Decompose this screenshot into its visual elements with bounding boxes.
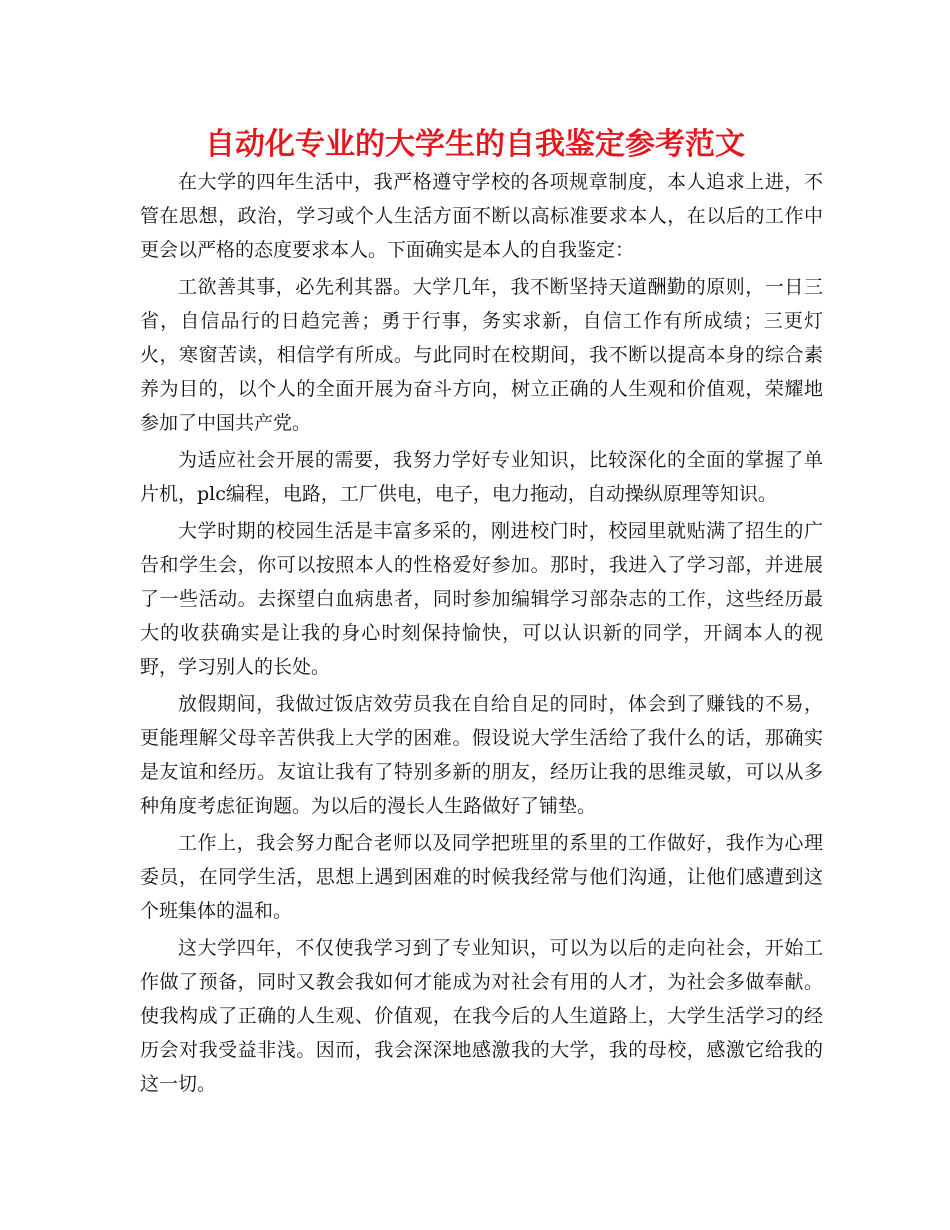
paragraph-intro: 在大学的四年生活中，我严格遵守学校的各项规章制度，本人追求上进，不管在思想，政治，学习或个人生活方面不断以高标准要求本人，在以后的工作中更会以严格的态度要求本人。下面确实是本人的自我鉴定： — [140, 171, 823, 261]
paragraph-vacation-work: 放假期间，我做过饭店效劳员我在自给自足的同时，体会到了赚钱的不易，更能理解父母辛苦供我上大学的困难。假设说大学生活给了我什么的话，那确实是友谊和经历。友谊让我有了特别多新的朋友，经历让我的思维灵敏，可以从多种角度考虑征询题。为以后的漫长人生路做好了铺垫。 — [140, 693, 823, 817]
paragraph-self-improvement: 工欲善其事，必先利其器。大学几年，我不断坚持天道酬勤的原则，一日三省，自信品行的日趋完善；勇于行事，务实求新，自信工作有所成绩；三更灯火，寒窗苦读，相信学有所成。与此同时在校期间，我不断以提高本身的综合素养为目的，以个人的全面开展为奋斗方向，树立正确的人生观和价值观，荣耀地参加了中国共产党。 — [140, 276, 823, 434]
paragraph-professional-knowledge: 为适应社会开展的需要，我努力学好专业知识，比较深化的全面的掌握了单片机，plc编程，电路，工厂供电，电子，电力拖动，自动操纵原理等知识。 — [140, 449, 823, 505]
paragraph-class-work: 工作上，我会努力配合老师以及同学把班里的系里的工作做好，我作为心理委员，在同学生活，思想上遇到困难的时候我经常与他们沟通，让他们感遭到这个班集体的温和。 — [140, 832, 823, 922]
document-title: 自动化专业的大学生的自我鉴定参考范文 — [205, 127, 745, 162]
document-body — [140, 165, 823, 1104]
paragraph-conclusion: 这大学四年，不仅使我学习到了专业知识，可以为以后的走向社会，开始工作做了预备，同时又教会我如何才能成为对社会有用的人才，为社会多做奉献。使我构成了正确的人生观、价值观，在我今后的人生道路上，大学生活学习的经历会对我受益非浅。因而，我会深深地感激我的大学，我的母校，感激它给我的这一切。 — [140, 937, 823, 1095]
paragraph-campus-life: 大学时期的校园生活是丰富多采的，刚进校门时，校园里就贴满了招生的广告和学生会，你可以按照本人的性格爱好参加。那时，我进入了学习部，并进展了一些活动。去探望白血病患者，同时参加编辑学习部杂志的工作，这些经历最大的收获确实是让我的身心时刻保持愉快，可以认识新的同学，开阔本人的视野，学习别人的长处。 — [140, 520, 823, 678]
